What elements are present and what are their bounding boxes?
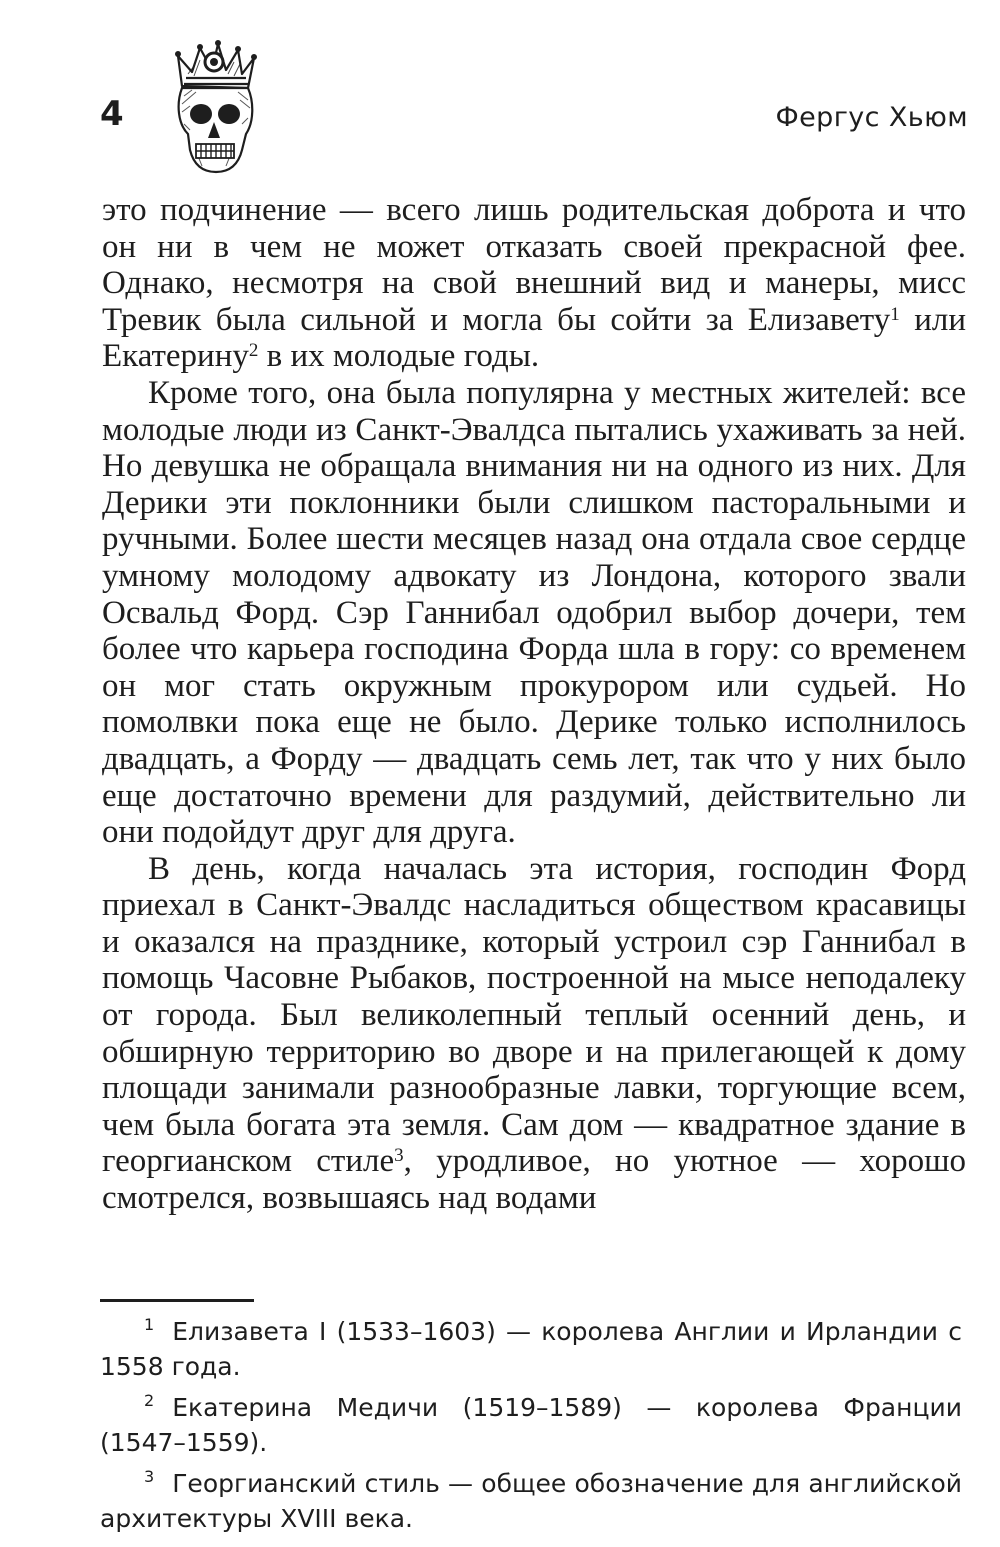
paragraph-3-text-a: В день, когда началась эта история, господин Форд приехал в Санкт-Эвалдс насладиться обществом красавицы и оказался на празднике, который устроил сэр Ганнибал в помощь Часовне Рыбаков, построенной на мысе неподалеку от города. Был великолепный теплый осенний день, и обширную территорию во дворе и на прилегающей к дому площади занимали разнообразные лавки, торгующие всем, чем была богата эта земля. Сам дом — квадратное здание в георгианском стиле [102,850,966,1180]
paragraph-1-text-c: в их молодые годы. [258,338,540,375]
paragraph-2: Кроме того, она была популярна у местных жителей: все молодые люди из Санкт-Эвалдса пытались ухаживать за ней. Но девушка не обращала внимания ни на одного из них. Для Дерики эти поклонники были слишком пасторальными и ручными. Более шести месяцев назад она отдала свое сердце умному молодому адвокату из Лондона, которого звали Освальд Форд. Сэр Ганнибал одобрил выбор дочери, тем более что карьера господина Форда шла в гору: со временем он мог стать окружным прокурором или судьей. Но помолвки пока еще не было. Дерике только исполнилось двадцать, а Форду — двадцать семь лет, так что у них было еще достаточно времени для раздумий, действительно ли они подойдут друг для друга. [102,374,966,851]
footnote-ref-2: 2 [248,340,259,362]
footnote-divider [100,1299,254,1302]
crowned-skull-icon [168,38,260,178]
page-number: 4 [100,94,124,134]
footnote-2-text: Екатерина Медичи (1519–1589) — королева Франции (1547–1559). [100,1393,962,1457]
footnote-1-text: Елизавета I (1533–1603) — королева Англии и Ирландии с 1558 года. [100,1317,962,1381]
footnote-3 [100,1468,962,1534]
paragraph-3-text-b: , уродливое, но уютное — хорошо смотрелся, возвышаясь над водами [102,1143,966,1217]
footnote-ref-1: 1 [890,303,900,325]
paragraph-3 [102,851,966,1217]
paragraph-1 [102,192,966,375]
footnote-1 [100,1316,962,1382]
running-title: Фергус Хьюм [775,102,968,133]
paragraph-1-text-b: или Екатерину [102,301,966,375]
body-text [102,192,966,1217]
footnote-ref-3: 3 [394,1145,404,1167]
footnote-2-mark: 2 [144,1391,155,1410]
footnote-2 [100,1392,962,1458]
footnote-1-mark: 1 [144,1315,155,1334]
paragraph-1-text-a: это подчинение — всего лишь родительская доброта и что он ни в чем не может отказать своей прекрасной фее. Однако, несмотря на свой внешний вид и манеры, мисс Тревик была сильной и могла бы сойти за Елизавету [102,192,966,338]
footnote-3-mark: 3 [144,1467,155,1486]
footnote-3-text: Георгианский стиль — общее обозначение для английской архитектуры XVIII века. [100,1469,962,1533]
footnotes [100,1316,962,1544]
